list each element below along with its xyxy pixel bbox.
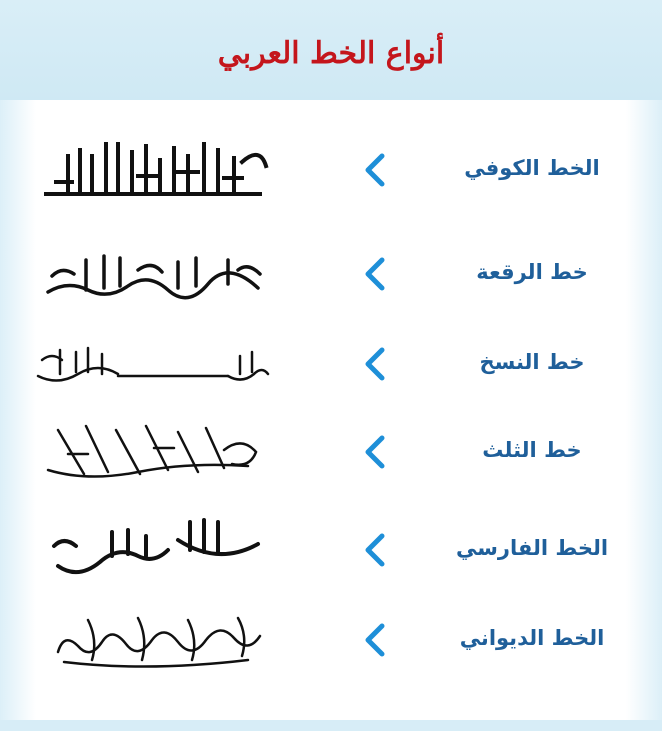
item-label: خط الرقعة <box>476 260 588 284</box>
bottom-decor <box>0 720 662 731</box>
item-label: الخط الديواني <box>459 626 605 650</box>
chevron-left-icon[interactable] <box>356 150 392 190</box>
kufic-basmala-image <box>28 136 278 206</box>
chevron-left-icon[interactable] <box>356 344 392 384</box>
list-item-diwani[interactable] <box>0 598 662 684</box>
ruqaa-basmala-image <box>28 240 278 310</box>
diwani-basmala-image <box>28 606 278 676</box>
item-label: خط الثلث <box>482 438 582 462</box>
page-title: أنواع الخط العربي <box>217 36 445 71</box>
chevron-left-icon[interactable] <box>356 254 392 294</box>
list-item-naskh[interactable] <box>0 322 662 408</box>
chevron-left-icon[interactable] <box>356 432 392 472</box>
farsi-basmala-image <box>28 516 278 586</box>
list-item-kufic[interactable] <box>0 128 662 214</box>
item-label: الخط الفارسي <box>455 536 609 560</box>
chevron-left-icon[interactable] <box>356 530 392 570</box>
list-item-ruqaa[interactable] <box>0 232 662 318</box>
item-label: الخط الكوفي <box>464 156 600 180</box>
list-item-thuluth[interactable] <box>0 410 662 496</box>
naskh-basmala-image <box>28 330 278 400</box>
item-label: خط النسخ <box>479 350 585 374</box>
chevron-left-icon[interactable] <box>356 620 392 660</box>
thuluth-basmala-image <box>28 418 278 488</box>
list-item-farsi[interactable] <box>0 508 662 594</box>
